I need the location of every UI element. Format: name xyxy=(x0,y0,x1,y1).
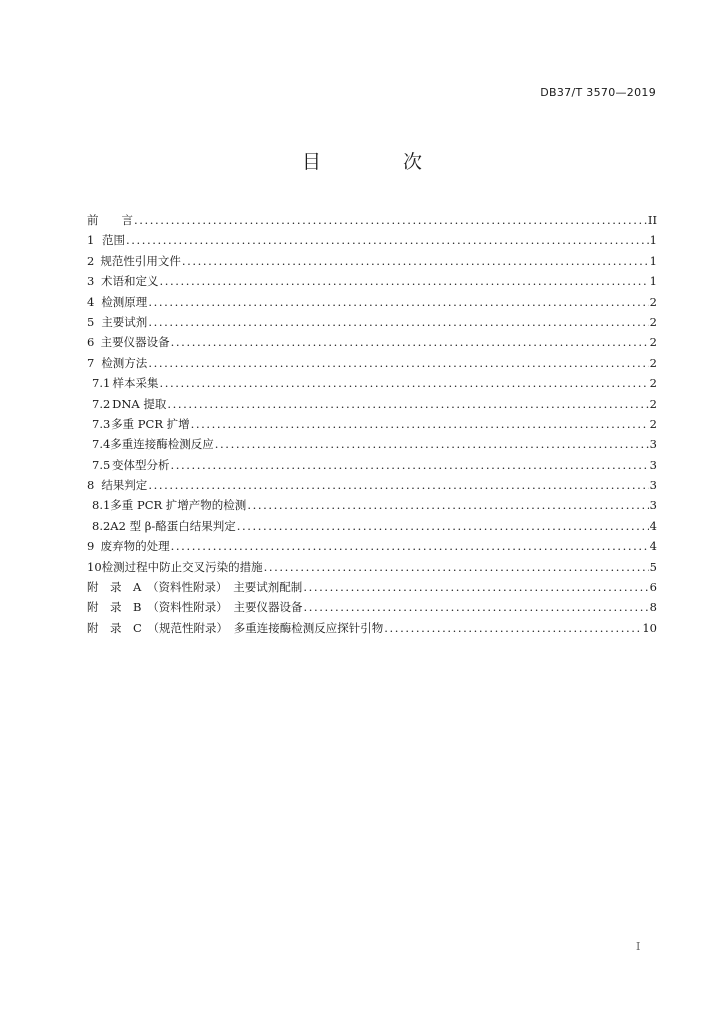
toc-entry-number: 5 xyxy=(87,314,95,329)
toc-entry-page: 10 xyxy=(642,620,657,635)
toc-entry-page: 3 xyxy=(649,457,657,472)
toc-entry-page: 2 xyxy=(649,294,657,309)
toc-entry-7-1[interactable] xyxy=(87,373,657,393)
toc-entry-label: DNA 提取 xyxy=(112,396,167,411)
toc-entry-page: 2 xyxy=(649,355,657,370)
toc-entry-number: 8 xyxy=(87,478,95,493)
toc-entry-page: 2 xyxy=(649,416,657,431)
toc-entry-label: 变体型分析 xyxy=(111,457,170,472)
toc-entry-label: 多重连接酶检测反应 xyxy=(110,437,214,452)
toc-entry-number: 1 xyxy=(87,233,95,248)
toc-entry-label: 主要仪器设备 xyxy=(100,335,170,350)
toc-entry-number: 6 xyxy=(87,335,95,350)
toc-entry-page: 4 xyxy=(649,518,657,533)
dot-leader xyxy=(215,434,649,454)
toc-entry-label: 规范性引用文件 xyxy=(100,253,181,268)
toc-entry-page: 1 xyxy=(649,253,657,268)
toc-entry-label: 附 录 A （资料性附录） 主要试剂配制 xyxy=(87,580,303,595)
toc-entry-page: 1 xyxy=(649,233,657,248)
toc-entry-7-4[interactable] xyxy=(87,434,657,454)
toc-entry-number: 3 xyxy=(87,274,95,289)
toc-entry-page: II xyxy=(647,213,657,227)
toc-entry-number: 10 xyxy=(87,559,102,574)
toc-entry-label: 结果判定 xyxy=(101,478,148,493)
toc-entry-label: 废弃物的处理 xyxy=(100,539,170,554)
toc-entry-8-2[interactable] xyxy=(87,516,657,536)
dot-leader xyxy=(167,394,648,414)
toc-entry-8[interactable] xyxy=(87,475,657,495)
dot-leader xyxy=(247,495,648,515)
toc-entry-page: 2 xyxy=(649,314,657,329)
toc-entry-label: 多重 PCR 扩增 xyxy=(111,416,190,431)
toc-entry-label: 检测原理 xyxy=(101,294,148,309)
toc-entry-number: 2 xyxy=(87,253,95,268)
toc-entry-4[interactable] xyxy=(87,292,657,312)
toc-entry-page: 2 xyxy=(649,396,657,411)
toc-entry-number: 7.3 xyxy=(92,416,111,431)
toc-entry-page: 5 xyxy=(649,559,657,574)
toc-entry-number: 8.1 xyxy=(92,498,111,513)
toc-entry-label: A2 型 β-酪蛋白结果判定 xyxy=(110,518,236,533)
dot-leader xyxy=(170,455,648,475)
toc-entry-label: 样本采集 xyxy=(112,376,159,391)
toc-entry-10[interactable] xyxy=(87,557,657,577)
toc-entry-label: 附 录 B （资料性附录） 主要仪器设备 xyxy=(87,600,303,615)
dot-leader xyxy=(191,414,649,434)
toc-entry-label: 检测方法 xyxy=(101,355,148,370)
toc-entry-label: 检测过程中防止交叉污染的措施 xyxy=(101,559,263,574)
toc-entry-page: 6 xyxy=(649,580,657,595)
toc-entry-label: 附 录 C （规范性附录） 多重连接酶检测反应探针引物 xyxy=(87,620,384,635)
standard-code: DB37/T 3570—2019 xyxy=(540,86,656,99)
dot-leader xyxy=(303,577,648,597)
dot-leader xyxy=(384,618,641,638)
toc-entry-5[interactable] xyxy=(87,312,657,332)
toc-entry-label: 多重 PCR 扩增产物的检测 xyxy=(110,498,247,513)
toc-entry-6[interactable] xyxy=(87,332,657,352)
table-of-contents xyxy=(87,210,657,638)
toc-entry-7-5[interactable] xyxy=(87,455,657,475)
dot-leader xyxy=(148,475,648,495)
toc-entry-page: 3 xyxy=(649,498,657,513)
toc-entry-label: 前 言 xyxy=(87,213,133,227)
toc-entry-appendix-b[interactable] xyxy=(87,597,657,617)
toc-entry-page: 2 xyxy=(649,376,657,391)
dot-leader xyxy=(134,210,647,230)
dot-leader xyxy=(171,332,649,352)
toc-entry-page: 8 xyxy=(649,600,657,615)
dot-leader xyxy=(171,536,649,556)
page-title: 目 次 xyxy=(301,151,461,173)
toc-entry-number: 8.2 xyxy=(92,518,111,533)
toc-entry-foreword[interactable] xyxy=(87,210,657,230)
toc-entry-page: 1 xyxy=(649,274,657,289)
dot-leader xyxy=(264,557,649,577)
toc-entry-7-2[interactable] xyxy=(87,394,657,414)
toc-entry-number: 9 xyxy=(87,539,95,554)
dot-leader xyxy=(148,312,648,332)
toc-entry-number: 4 xyxy=(87,294,95,309)
page-number: I xyxy=(636,940,641,953)
dot-leader xyxy=(148,353,648,373)
toc-entry-page: 2 xyxy=(649,335,657,350)
toc-entry-2[interactable] xyxy=(87,251,657,271)
toc-entry-label: 术语和定义 xyxy=(100,274,159,289)
toc-entry-page: 3 xyxy=(649,478,657,493)
toc-entry-label: 范围 xyxy=(101,233,125,248)
dot-leader xyxy=(303,597,648,617)
dot-leader xyxy=(159,373,648,393)
toc-entry-8-1[interactable] xyxy=(87,495,657,515)
toc-entry-7[interactable] xyxy=(87,353,657,373)
toc-entry-3[interactable] xyxy=(87,271,657,291)
toc-entry-number: 7.2 xyxy=(92,396,111,411)
dot-leader xyxy=(159,271,648,291)
toc-entry-number: 7.4 xyxy=(92,437,111,452)
toc-entry-label: 主要试剂 xyxy=(101,314,148,329)
toc-entry-page: 3 xyxy=(649,437,657,452)
dot-leader xyxy=(237,516,649,536)
toc-entry-number: 7.5 xyxy=(92,457,111,472)
toc-entry-7-3[interactable] xyxy=(87,414,657,434)
toc-entry-9[interactable] xyxy=(87,536,657,556)
toc-entry-appendix-a[interactable] xyxy=(87,577,657,597)
toc-entry-page: 4 xyxy=(649,539,657,554)
dot-leader xyxy=(126,230,649,250)
dot-leader xyxy=(148,292,648,312)
toc-entry-appendix-c[interactable] xyxy=(87,618,657,638)
toc-entry-1[interactable] xyxy=(87,230,657,250)
toc-entry-number: 7 xyxy=(87,355,95,370)
toc-entry-number: 7.1 xyxy=(92,376,111,391)
dot-leader xyxy=(182,251,649,271)
